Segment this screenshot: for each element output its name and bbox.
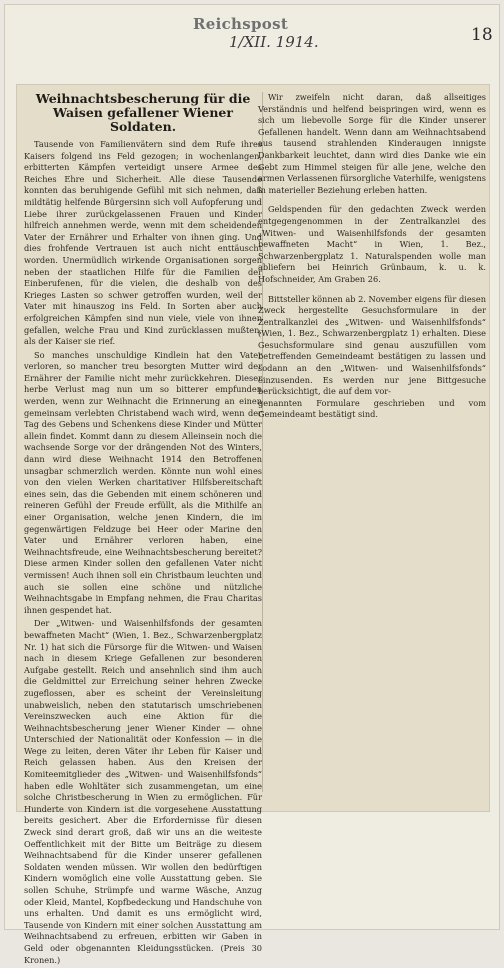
page-number: 18 (471, 25, 493, 45)
article-paragraph-6: Bittsteller können ab 2. November eigens für diesen Zweck hergestellte Gesuchsformulare in der Zentralkanzlei des „Witwen- und Waisenhilfsfonds“ (Wien, 1. Bez., Schwarzenbergplatz 1) erhalten. Diese Gesuchsformulare sind genau auszufüllen vom betreffenden Gemeindeamt bestätigen zu lassen und sodann an den „Witwen- und Waisenhilfsfonds“ einzusenden. Es werden nur jene Bittgesuche berücksichtigt, die auf dem vor- (258, 293, 486, 397)
newspaper-source-title: Reichspost (193, 15, 289, 33)
handwritten-date: 1/XII. 1914. (229, 33, 319, 51)
article-headline: Weihnachtsbescherung für die Waisen gefallener Wiener Soldaten. (35, 91, 251, 134)
article-paragraph-7: genannten Formulare geschrieben und vom Gemeindeamt bestätigt sind. (258, 397, 486, 420)
article-paragraph-4: Wir zweifeln nicht daran, daß allseitiges Verständnis und helfend beispringen wird, wenn es sich um liebevolle Sorge für die Kinder unserer Gefallenen handelt. Wenn dann am Weihnachtsabend aus tausend strahlenden Kinderaugen innigste Dankbarkeit leuchtet, dann wird dies Danke wie ein Gebt zum Himmel steigen für alle jene, welche den armen Verlassenen fürsorgliche Vaterhilfe, wenigstens in materieller Beziehung erleben hatten. (258, 92, 486, 195)
article-left-column (24, 88, 262, 968)
article-paragraph-5: Geldspenden für den gedachten Zweck werden entgegengenommen in der Zentralkanzlei des „Witwen- und Waisenhilfsfonds der gesamten bewaffneten Macht“ in Wien, 1. Bez., Schwarzenbergplatz 1. Naturalspenden wolle man abliefern bei Heinrich Grünbaum, k. u. k. Hofschneider, Am Graben 26. (258, 204, 486, 284)
article-right-column (258, 92, 486, 421)
article-paragraph-2: So manches unschuldige Kindlein hat den Vater verloren, so mancher treu besorgten Mutter wird der Ernährer der Familie nicht mehr zurückkehren. Dieser herbe Verlust mag nun um so bitterer empfunden werden, wenn zur Weihnacht die Erinnerung an einen gemeinsam verlebten Christabend wach wird, wenn der Tag des Gebens und Schenkens diese Kinder und Mütter allein findet. Kommt dann zu diesem Alleinsein noch die wachsende Sorge vor der drängenden Not des Winters, dann wird diese Weihnacht 1914 den Betroffenen unsagbar schmerzlich werden. Könnte nun wohl eines von den vielen Werken charitativer Hilfsbereitschaft eines sein, das die Gebenden mit einem schöneren und reineren Gefühl der Freude erfüllt, als die Mithilfe an einer Organisation, welche jenen Kindern, die im gegenwärtigen Feldzuge bei Heer oder Marine den Vater und Ernährer verloren haben, eine Weihnachtsfreude, eine Weihnachtsbescherung bereitet? Diese armen Kinder sollen den gefallenen Vater nicht vermissen! Auch ihnen soll ein Christbaum leuchten und auch sie sollen eine schöne und nützliche Weihnachtsgabe in Empfang nehmen, die Frau Charitas ihnen gespendet hat. (24, 349, 262, 615)
article-paragraph-3: Der „Witwen- und Waisenhilfsfonds der gesamten bewaffneten Macht“ (Wien, 1. Bez., Schwarzenbergplatz Nr. 1) hat sich die Fürsorge für die Witwen- und Waisen nach in diesem Kriege Gefallenen zur besonderen Aufgabe gestellt. Reich und ansehnlich sind ihm auch die Geldmittel zur Erreichung seiner hehren Zwecke zugeflossen, aber es scheint der Vereinsleitung unabweislich, neben den statutarisch umschriebenen Vereinszwecken auch eine Aktion für die Weihnachtsbescherung jener Wiener Kinder — ohne Unterschied der Nationalität oder Konfession — in die Wege zu leiten, deren Väter ihr Leben für Kaiser und Reich gelassen haben. Aus den Kreisen der Komiteemitglieder des „Witwen- und Waisenhilfsfonds“ haben edle Wohltäter sich zusammengetan, um eine solche Christbescherung in Wien zu ermöglichen. Für Hunderte von Kindern ist die vorgesehene Ausstattung bereits gesichert. Aber die Erfordernisse für diesen Zweck sind derart groß, daß wir uns an die weiteste Oeffentlichkeit mit der Bitte um Beiträge zu diesem Weihnachtsabend für die Kinder unserer gefallenen Soldaten wenden müssen. Wir wollen den bedürftigen Kindern womöglich eine volle Ausstattung geben. Sie sollen Schuhe, Strümpfe und warme Wäsche, Anzug oder Kleid, Mantel, Kopfbedeckung und Handschuhe von uns erhalten. Und damit es uns ermöglicht wird, Tausende von Kindern mit einer solchen Ausstattung am Weihnachtsabend zu erfreuen, erbitten wir Gaben in Geld oder obgenannten Kleidungsstücken. (Preis 30 Kronen.) (24, 618, 262, 965)
article-paragraph-1: Tausende von Familienvätern sind dem Rufe ihres Kaisers folgend ins Feld gezogen; in wochenlangen, erbitterten Kämpfen verteidigt unsere Armee des Reiches Ehre und Sicherheit. Alle diese Tausende konnten das beruhigende Gefühl mit sich nehmen, daß mildtätig helfende Bürgersinn sich voll Aufopferung und Liebe ihrer zurückgelassenen Frauen und Kinder hilfreich annehmen werde, wenn mit dem scheidenden Vater der Ernährer und Erhalter von ihnen ging. Und dies frohfende Vertrauen ist auch nicht enttäuscht worden. Unermüdlich wirkende Organisationen sorgen neben der staatlichen Hilfe für die Familien der Einberufenen, für die vielen, die deshalb von des Krieges Lasten so schwer getroffen wurden, weil der Vater mit hinauszog ins Feld. In Sorten aber auch erfolgreichen Kämpfen sind nun viele, viele von ihnen gefallen, welche Frau und Kind zurücklassen mußten, als der Kaiser sie rief. (24, 139, 262, 347)
